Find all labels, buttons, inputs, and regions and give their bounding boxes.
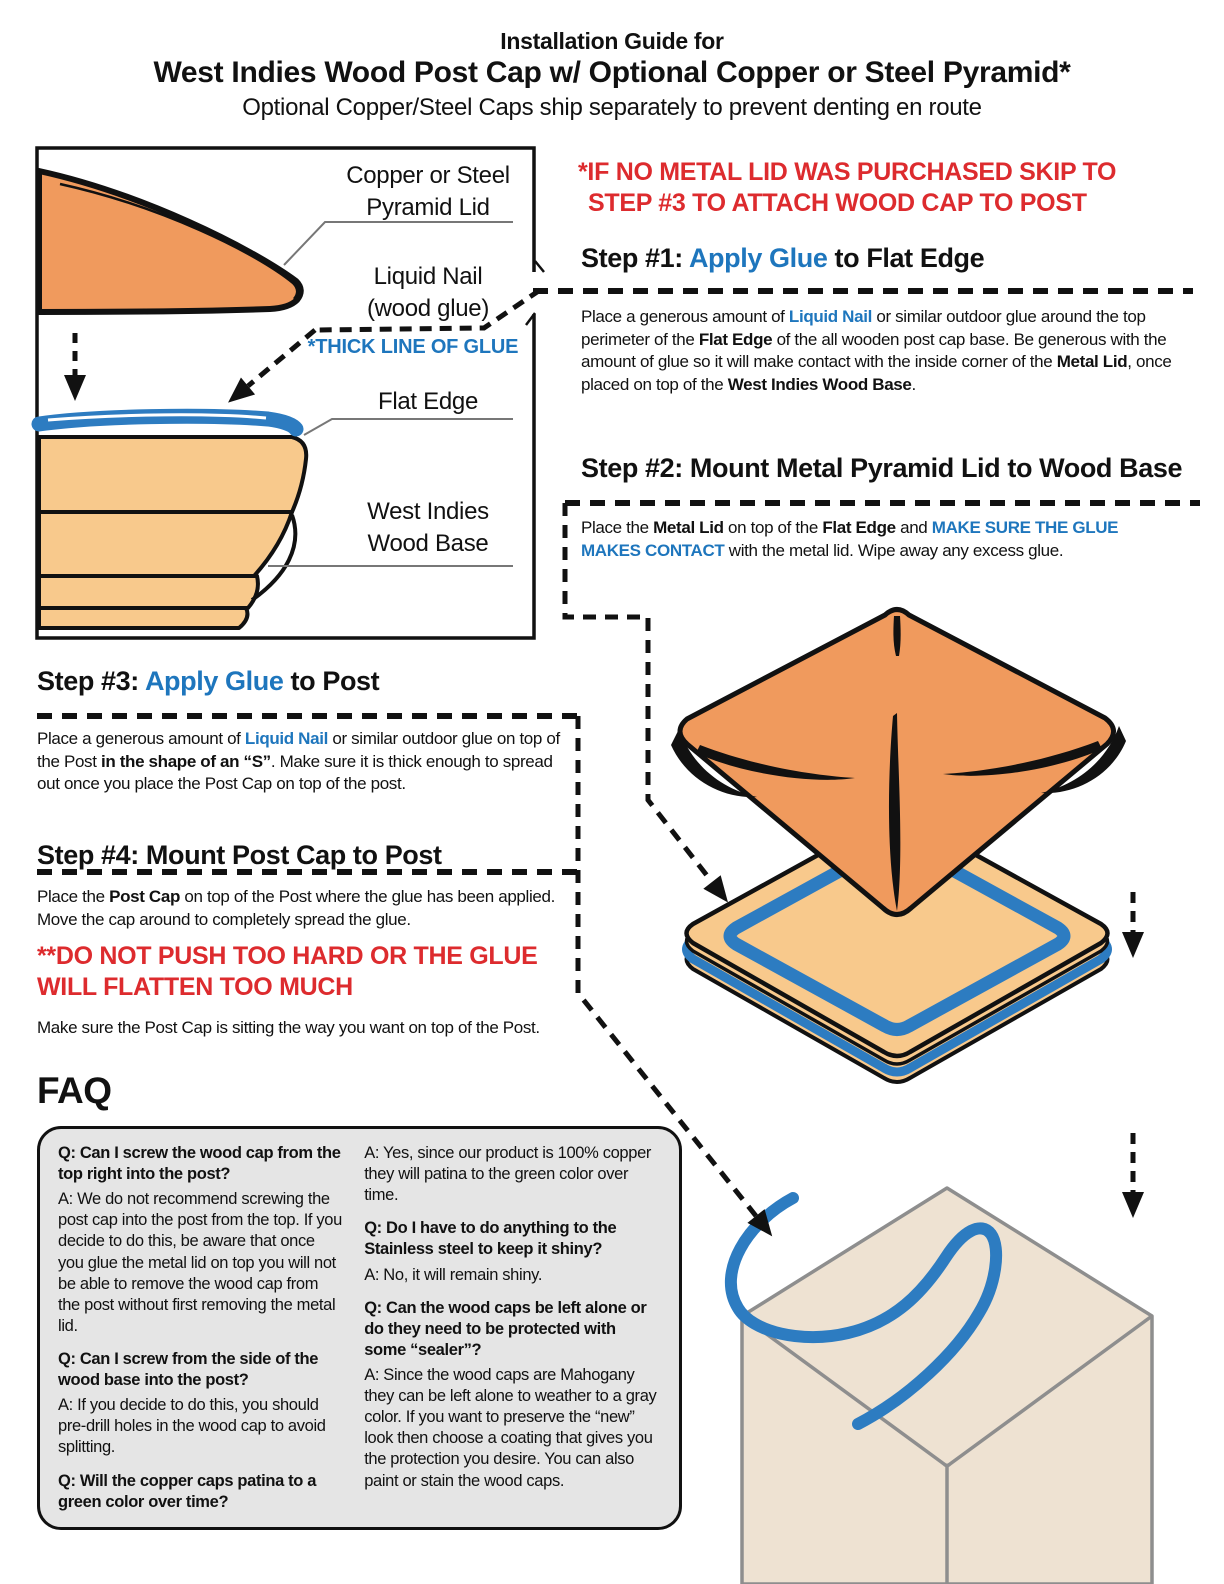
faq-box	[37, 1126, 682, 1530]
label-pyramid-lid: Copper or Steel Pyramid Lid	[346, 162, 510, 221]
label-wood-base: West Indies Wood Base	[367, 498, 489, 557]
guide-subtitle: Optional Copper/Steel Caps ship separately to prevent denting en route	[242, 94, 982, 121]
step1-heading: Step #1: Apply Glue to Flat Edge	[581, 243, 985, 273]
step4-body: Place the Post Cap on top of the Post where the glue has been applied. Move the cap around to completely spread the glue.	[37, 887, 555, 929]
faq-answer: A: No, it will remain shiny.	[364, 1265, 543, 1284]
connector-paths	[565, 503, 756, 1216]
faq-right-column	[364, 1143, 661, 1513]
no-metal-lid-warning: *IF NO METAL LID WAS PURCHASED SKIP TO STEP #3 TO ATTACH WOOD CAP TO POST	[578, 158, 1117, 217]
guide-supertitle: Installation Guide for	[500, 28, 724, 54]
label-liquid-nail: Liquid Nail (wood glue)	[366, 263, 490, 322]
faq-question: Q: Do I have to do anything to the Stainless steel to keep it shiny?	[364, 1219, 617, 1259]
do-not-push-warning: **DO NOT PUSH TOO HARD OR THE GLUE WILL FLATTEN TOO MUCH	[37, 942, 538, 1001]
faq-answer: A: We do not recommend screwing the post cap into the post from the top. If you decide to do this, be aware that once you glue the metal lid on top you will not be able to remove the wood cap from the post without first removing the metal lid.	[58, 1190, 342, 1335]
step2-body: Place the Metal Lid on top of the Flat Edge and MAKE SURE THE GLUE MAKES CONTACT with the metal lid. Wipe away any excess glue.	[581, 518, 1119, 560]
pyramid-lid-illustration	[671, 610, 1126, 915]
step1-body: Place a generous amount of Liquid Nail or similar outdoor glue around the top perimeter of the Flat Edge of the all wooden post cap base. Be generous with the amount of glue so it will make contact with the inside corner of the Metal Lid, once placed on top of the West Indies Wood Base.	[581, 307, 1172, 394]
faq-question: Q: Can I screw the wood cap from the top right into the post?	[58, 1144, 341, 1184]
faq-answer: A: Yes, since our product is 100% copper they will patina to the green color over time.	[364, 1144, 652, 1205]
guide-title: West Indies Wood Post Cap w/ Optional Copper or Steel Pyramid*	[153, 56, 1071, 89]
faq-left-column	[58, 1143, 344, 1513]
step4-note: Make sure the Post Cap is sitting the way you want on top of the Post.	[37, 1018, 540, 1037]
step4-heading: Step #4: Mount Post Cap to Post	[37, 840, 442, 870]
step3-body: Place a generous amount of Liquid Nail or similar outdoor glue on top of the Post in the shape of an “S”. Make sure it is thick enough to spread out once you place the Post Cap on top of the post.	[37, 729, 560, 794]
faq-question: Q: Will the copper caps patina to a green color over time?	[58, 1471, 317, 1511]
step3-heading: Step #3: Apply Glue to Post	[37, 666, 380, 696]
faq-question: Q: Can I screw from the side of the wood base into the post?	[58, 1349, 319, 1390]
faq-title: FAQ	[37, 1070, 112, 1111]
label-thick-glue: *THICK LINE OF GLUE	[307, 336, 519, 358]
label-flat-edge: Flat Edge	[377, 388, 479, 415]
faq-answer: A: If you decide to do this, you should pre-drill holes in the wood cap to avoid splitting.	[58, 1396, 326, 1457]
post-illustration	[731, 1188, 1152, 1584]
faq-answer: A: Since the wood caps are Mahogany they can be left alone to weather to a gray color. If you want to preserve the “new” look then choose a coating that gives you the protection you desire. You can also paint or stain the wood caps.	[364, 1365, 657, 1490]
faq-question: Q: Can the wood caps be left alone or do they need to be protected with some “sealer”?	[364, 1298, 647, 1359]
step2-heading: Step #2: Mount Metal Pyramid Lid to Wood Base	[581, 453, 1183, 483]
